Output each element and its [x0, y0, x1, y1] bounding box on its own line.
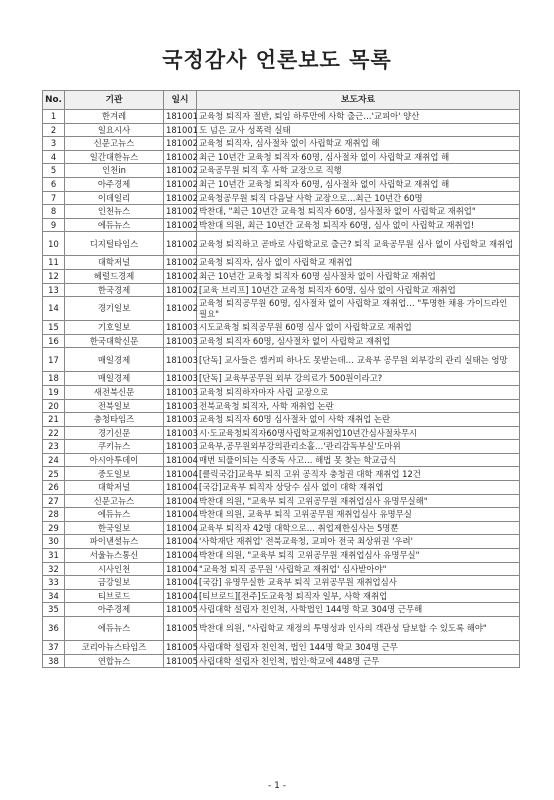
row-date: 181004	[164, 494, 197, 508]
table-row	[43, 164, 520, 178]
row-org: 코리아뉴스타임즈	[65, 641, 164, 655]
row-number: 26	[43, 481, 65, 495]
row-title: 교육공무원 퇴직 후 사학 교장으로 직행	[197, 164, 520, 178]
row-org: 일간대한뉴스	[65, 150, 164, 164]
row-date: 181004	[164, 535, 197, 549]
row-title: 박찬대, "최근 10년간 교육청 퇴직자 60명, 심사절차 없이 사립학교 재취업"	[197, 205, 520, 219]
table-row	[43, 177, 520, 191]
row-date: 181004	[164, 481, 197, 495]
table-row	[43, 256, 520, 270]
row-number: 10	[43, 232, 65, 256]
row-date: 181003	[164, 426, 197, 440]
row-org: 한국대학신문	[65, 334, 164, 348]
row-org: 아주경제	[65, 603, 164, 617]
table-row	[43, 494, 520, 508]
table-row	[43, 399, 520, 413]
row-title: 교육부 퇴직자 42명 대학으로… 취업제한심사는 5명뿐	[197, 521, 520, 535]
table-row	[43, 641, 520, 655]
row-org: 시사인천	[65, 562, 164, 576]
row-number: 27	[43, 494, 65, 508]
table-row	[43, 562, 520, 576]
row-org: 신문고뉴스	[65, 137, 164, 151]
table-row	[43, 205, 520, 219]
row-number: 24	[43, 453, 65, 467]
row-date: 181003	[164, 399, 197, 413]
row-number: 32	[43, 562, 65, 576]
row-title: 교육청 퇴직자, 심사절차 없이 사립학교 재취업 해	[197, 137, 520, 151]
row-number: 1	[43, 110, 65, 124]
row-org: 연합뉴스	[65, 654, 164, 668]
row-org: 티브로드	[65, 589, 164, 603]
row-number: 22	[43, 426, 65, 440]
table-row	[43, 348, 520, 372]
row-date: 181003	[164, 334, 197, 348]
row-org: 한겨레	[65, 110, 164, 124]
row-number: 17	[43, 348, 65, 372]
row-org: 인천in	[65, 164, 164, 178]
row-org: 매일경제	[65, 372, 164, 386]
table-row	[43, 481, 520, 495]
row-title: 교육청 퇴직하자마자 사립 교장으로	[197, 385, 520, 399]
row-org: 기호일보	[65, 321, 164, 335]
table-body	[43, 110, 520, 668]
row-title: 박찬대 의원, 교육부 퇴직 고위공무원 재취업심사 유명무실	[197, 508, 520, 522]
row-number: 4	[43, 150, 65, 164]
page-title: 국정감사 언론보도 목록	[162, 48, 392, 72]
row-number: 29	[43, 521, 65, 535]
row-date: 181004	[164, 576, 197, 590]
table-row	[43, 467, 520, 481]
row-title: 사립대학 설립자 친인척, 법인 144명 학교 304명 근무	[197, 641, 520, 655]
row-title: [티브로드][전주]도교육청 퇴직자 일부, 사학 재취업	[197, 589, 520, 603]
row-org: 한국경제	[65, 283, 164, 297]
row-org: 경기신문	[65, 426, 164, 440]
row-number: 37	[43, 641, 65, 655]
row-number: 19	[43, 385, 65, 399]
row-org: 이데일리	[65, 191, 164, 205]
row-title: 교육청 퇴직자, 심사 없이 사립학교 재취업	[197, 256, 520, 270]
row-org: 중도일보	[65, 467, 164, 481]
row-title: 도 넘은 교사 성폭력 실태	[197, 123, 520, 137]
row-date: 181004	[164, 549, 197, 563]
row-number: 7	[43, 191, 65, 205]
table-row	[43, 218, 520, 232]
row-title: 박찬대 의원, "교육부 퇴직 고위공무원 재취업심사 유명무실해"	[197, 494, 520, 508]
row-title: 시·도교육청퇴직자60명사립학교재취업10년간심사절차무시	[197, 426, 520, 440]
row-date: 181002	[164, 269, 197, 283]
table-row	[43, 283, 520, 297]
row-number: 38	[43, 654, 65, 668]
row-org: 새전북신문	[65, 385, 164, 399]
row-number: 5	[43, 164, 65, 178]
row-org: 헤럴드경제	[65, 269, 164, 283]
row-number: 31	[43, 549, 65, 563]
row-title: 최근 10년간 교육청 퇴직자 60명 심사절차 없이 사립학교 재취업	[197, 269, 520, 283]
table-row	[43, 617, 520, 641]
row-org: 파이낸셜뉴스	[65, 535, 164, 549]
row-date: 181003	[164, 372, 197, 386]
row-number: 6	[43, 177, 65, 191]
row-org: 대학저널	[65, 481, 164, 495]
row-title: 교육청 퇴직자 절반, 퇴임 하루만에 사학 출근…'교피아' 양산	[197, 110, 520, 124]
table-row	[43, 110, 520, 124]
row-number: 2	[43, 123, 65, 137]
row-title: 박찬대 의원, 최근 10년간 교육청 퇴직자 60명, 심사 없이 사립학교 재취업!	[197, 218, 520, 232]
row-title: [국감]교육부 퇴직자 상당수 심사 없이 대학 재취업	[197, 481, 520, 495]
row-number: 21	[43, 413, 65, 427]
table-row	[43, 521, 520, 535]
row-date: 181003	[164, 321, 197, 335]
page-number: - 1 -	[268, 781, 286, 791]
header-date: 일시	[164, 91, 197, 110]
press-list-table	[42, 90, 520, 668]
row-org: 에듀뉴스	[65, 617, 164, 641]
header-title: 보도자료	[197, 91, 520, 110]
row-number: 9	[43, 218, 65, 232]
row-title: 전북교육청 퇴직자, 사학 재취업 논란	[197, 399, 520, 413]
table-row	[43, 232, 520, 256]
row-date: 181002	[164, 283, 197, 297]
row-title: 교육부,공무원외부강의관리소홀…'관리감독부실'도마위	[197, 440, 520, 454]
row-number: 12	[43, 269, 65, 283]
row-org: 쿠키뉴스	[65, 440, 164, 454]
row-org: 에듀뉴스	[65, 218, 164, 232]
row-date: 181003	[164, 348, 197, 372]
row-number: 36	[43, 617, 65, 641]
table-row	[43, 576, 520, 590]
row-org: 경기일보	[65, 297, 164, 321]
row-org: 아주경제	[65, 177, 164, 191]
table-row	[43, 654, 520, 668]
row-number: 11	[43, 256, 65, 270]
row-number: 20	[43, 399, 65, 413]
row-date: 181004	[164, 453, 197, 467]
row-title: 교육청 퇴직자 60명 심사절차 없이 사학 재취업 논란	[197, 413, 520, 427]
row-org: 한국일보	[65, 521, 164, 535]
row-org: 서울뉴스통신	[65, 549, 164, 563]
row-org: 디지털타임스	[65, 232, 164, 256]
row-number: 30	[43, 535, 65, 549]
row-date: 181002	[164, 164, 197, 178]
table-row	[43, 123, 520, 137]
row-date: 181002	[164, 232, 197, 256]
row-date: 181003	[164, 413, 197, 427]
row-date: 181003	[164, 385, 197, 399]
table-row	[43, 440, 520, 454]
table-row	[43, 297, 520, 321]
row-org: 대학저널	[65, 256, 164, 270]
row-date: 181005	[164, 617, 197, 641]
row-date: 181001	[164, 123, 197, 137]
row-date: 181004	[164, 508, 197, 522]
row-title: 교육청 퇴직하고 곧바로 사립학교로 출근? 퇴직 교육공무원 심사 없이 사립학교 재취업	[197, 232, 520, 256]
row-org: 전북일보	[65, 399, 164, 413]
row-date: 181004	[164, 521, 197, 535]
row-org: 인천뉴스	[65, 205, 164, 219]
table-row	[43, 191, 520, 205]
row-title: '사학재단 재취업' 전북교육청, 교피아 전국 최상위권 '우려'	[197, 535, 520, 549]
table-row	[43, 137, 520, 151]
row-title: 박찬대 의원, "사립학교 재정의 투명성과 인사의 객관성 담보할 수 있도록 해야"	[197, 617, 520, 641]
row-title: [교육 브리프] 10년간 교육청 퇴직자 60명, 심사 없이 사립학교 재취업	[197, 283, 520, 297]
row-date: 181004	[164, 562, 197, 576]
row-org: 일요시사	[65, 123, 164, 137]
row-title: 교육청공무원 퇴직 다음날 사학 교장으로…최근 10년간 60명	[197, 191, 520, 205]
table-row	[43, 385, 520, 399]
row-title: [클릭국감]교육부 퇴직 고위 공직자 충청권 대학 재취업 12건	[197, 467, 520, 481]
table-row	[43, 334, 520, 348]
table-row	[43, 589, 520, 603]
row-date: 181004	[164, 467, 197, 481]
row-number: 18	[43, 372, 65, 386]
table-row	[43, 426, 520, 440]
row-number: 14	[43, 297, 65, 321]
table-row	[43, 453, 520, 467]
row-number: 15	[43, 321, 65, 335]
table-row	[43, 413, 520, 427]
table-row	[43, 603, 520, 617]
row-title: 매번 되풀이되는 식중독 사고… 해법 못 찾는 학교급식	[197, 453, 520, 467]
table-header-row	[43, 91, 520, 110]
row-date: 181002	[164, 297, 197, 321]
row-date: 181002	[164, 256, 197, 270]
row-date: 181002	[164, 205, 197, 219]
row-number: 16	[43, 334, 65, 348]
table-row	[43, 535, 520, 549]
header-org: 기관	[65, 91, 164, 110]
row-number: 33	[43, 576, 65, 590]
row-date: 181001	[164, 110, 197, 124]
table-row	[43, 372, 520, 386]
table-row	[43, 549, 520, 563]
row-title: 사립대학 설립자 친인척, 법인·학교에 448명 근무	[197, 654, 520, 668]
row-date: 181002	[164, 137, 197, 151]
row-number: 8	[43, 205, 65, 219]
row-title: [단독] 교사들은 캠커피 하나도 못받는데… 교육부 공무원 외부강의 관리 실태는 엉망	[197, 348, 520, 372]
row-title: [국감] 유명무실한 교육부 퇴직 고위공무원 재취업심사	[197, 576, 520, 590]
table-row	[43, 508, 520, 522]
row-org: 신문고뉴스	[65, 494, 164, 508]
row-date: 181005	[164, 603, 197, 617]
row-number: 23	[43, 440, 65, 454]
table-row	[43, 321, 520, 335]
table-row	[43, 150, 520, 164]
row-org: 에듀뉴스	[65, 508, 164, 522]
row-date: 181002	[164, 191, 197, 205]
row-number: 35	[43, 603, 65, 617]
row-title: 교육청 퇴직자 60명, 심사절차 없이 사립학교 재취업	[197, 334, 520, 348]
row-number: 34	[43, 589, 65, 603]
row-number: 13	[43, 283, 65, 297]
row-date: 181002	[164, 218, 197, 232]
row-date: 181002	[164, 150, 197, 164]
row-title: "교육청 퇴직 공무원 '사립학교 재취업' 심사받아야"	[197, 562, 520, 576]
row-date: 181003	[164, 440, 197, 454]
row-org: 아시아투데이	[65, 453, 164, 467]
row-title: 박찬대 의원, "교육부 퇴직 고위공무원 재취업심사 유명무실"	[197, 549, 520, 563]
row-org: 매일경제	[65, 348, 164, 372]
row-title: [단독] 교육부공무원 외부 강의료가 500원이라고?	[197, 372, 520, 386]
row-number: 3	[43, 137, 65, 151]
row-title: 최근 10년간 교육청 퇴직자 60명, 심사절차 없이 사립학교 재취업 해	[197, 150, 520, 164]
row-org: 금강일보	[65, 576, 164, 590]
table-row	[43, 269, 520, 283]
row-title: 시도교육청 퇴직공무원 60명 심사 없이 사립학교로 재취업	[197, 321, 520, 335]
row-date: 181005	[164, 654, 197, 668]
row-title: 사립대학 설립자 친인척, 사학법인 144명 학교 304명 근무해	[197, 603, 520, 617]
header-no: No.	[43, 91, 65, 110]
row-date: 181002	[164, 177, 197, 191]
row-title: 최근 10년간 교육청 퇴직자 60명, 심사절차 없이 사립학교 재취업 해	[197, 177, 520, 191]
row-title: 교육청 퇴직공무원 60명, 심사절차 없이 사립학교 재취업… "투명한 채용 가이드라인 필요"	[197, 297, 520, 321]
row-number: 28	[43, 508, 65, 522]
row-date: 181005	[164, 641, 197, 655]
row-number: 25	[43, 467, 65, 481]
row-date: 181004	[164, 589, 197, 603]
row-org: 충청타임즈	[65, 413, 164, 427]
